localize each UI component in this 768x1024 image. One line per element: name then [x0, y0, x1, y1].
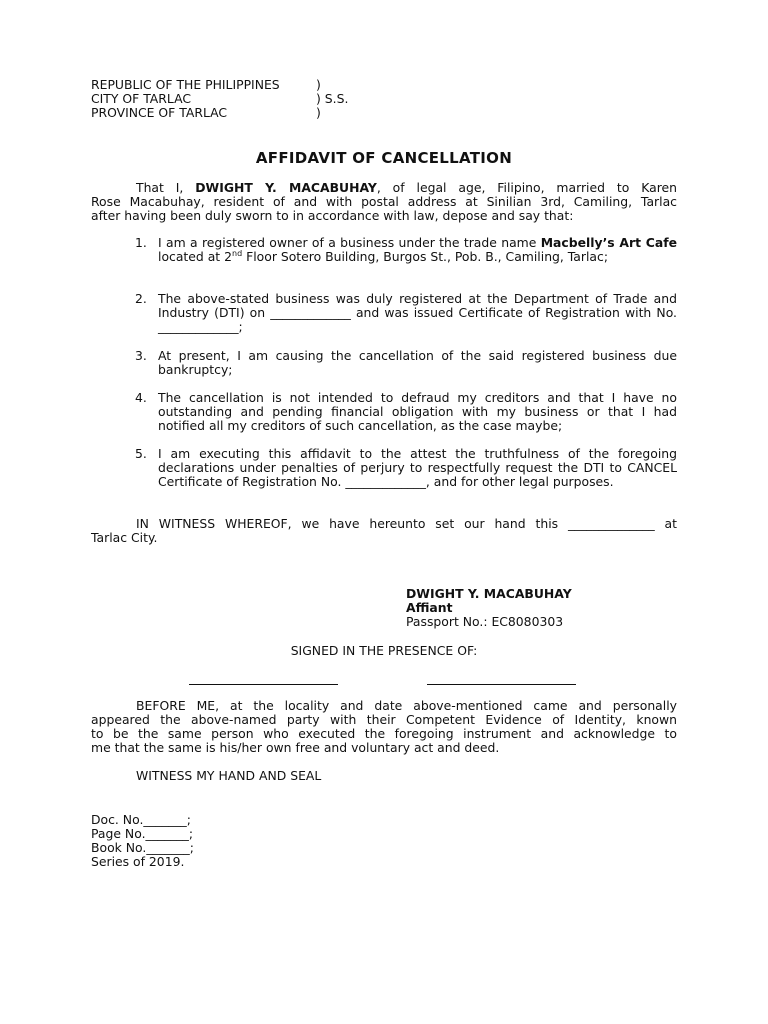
witness-line: IN WITNESS WHEREOF, we have hereunto set our hand this ______________ at: [136, 516, 677, 531]
item-number: 1.: [135, 235, 147, 250]
intro-text: , of legal age, Filipino, married to Karen: [376, 180, 677, 195]
notarial-register: [91, 813, 194, 869]
venue-label: PROVINCE OF TARLAC: [91, 105, 228, 120]
item-text: I am executing this affidavit to the attest the truthfulness of the foregoing declarations under penalties of perjury to respectfully request the DTI to CANCEL Certificate of Registration No. _____________, and for other legal purposes.: [158, 446, 677, 489]
venue-bracket: ): [316, 77, 321, 92]
jurat-paragraph: [91, 699, 677, 755]
item-text: At present, I am causing the cancellation of the said registered business due bankruptcy;: [158, 348, 677, 377]
venue-label: CITY OF TARLAC: [91, 91, 191, 106]
item-text-part: Floor Sotero Building, Burgos St., Pob. B., Camiling, Tarlac;: [242, 249, 609, 264]
jurat-line: to be the same person who executed the foregoing instrument and acknowledge to: [91, 726, 677, 741]
venue-label: REPUBLIC OF THE PHILIPPINES: [91, 77, 280, 92]
list-item: [135, 292, 677, 334]
item-number: 2.: [135, 291, 147, 306]
item-number: 5.: [135, 446, 147, 461]
intro-paragraph: [91, 181, 677, 223]
trade-name: Macbelly’s Art Cafe: [540, 235, 678, 250]
intro-line: [91, 181, 677, 195]
item-text-part: located at 2: [158, 249, 232, 264]
witness-paragraph: [91, 517, 677, 545]
notarial-line: Series of 2019.: [91, 854, 185, 869]
venue-line: [91, 106, 348, 120]
venue-line: [91, 78, 348, 92]
witness-line: Tarlac City.: [91, 530, 158, 545]
intro-line: Rose Macabuhay, resident of and with postal address at Sinilian 3rd, Camiling, Tarlac: [91, 194, 677, 209]
item-text: The above-stated business was duly registered at the Department of Trade and Industry (DTI) on _____________ and was issued Certificate of Registration with No. _____________;: [158, 291, 677, 334]
witness-signature-line: [427, 684, 576, 685]
venue-bracket: ): [316, 105, 321, 120]
notarial-line: Page No._______;: [91, 826, 194, 841]
venue-line: [91, 92, 348, 106]
jurat-line: me that the same is his/her own free and voluntary act and deed.: [91, 740, 500, 755]
item-number: 3.: [135, 348, 147, 363]
affiant-signature-name: DWIGHT Y. MACABUHAY: [406, 586, 572, 601]
list-item: [135, 236, 677, 264]
list-item: [135, 349, 677, 377]
item-text-part: I am a registered owner of a business under the trade name: [158, 235, 541, 250]
list-item: [135, 391, 677, 433]
item-text: The cancellation is not intended to defraud my creditors and that I have no outstanding and pending financial obligation with my business or that I had notified all my creditors of such cancellation, as the case maybe;: [158, 390, 677, 433]
intro-line: after having been duly sworn to in accordance with law, depose and say that:: [91, 208, 574, 223]
notarial-line: Book No._______;: [91, 840, 194, 855]
witness-signature-line: [189, 684, 338, 685]
passport-number: Passport No.: EC8080303: [406, 614, 564, 629]
signed-presence-heading: SIGNED IN THE PRESENCE OF:: [290, 643, 478, 658]
list-item: [135, 447, 677, 489]
witness-hand-seal: WITNESS MY HAND AND SEAL: [136, 768, 322, 783]
intro-text: That I,: [136, 180, 196, 195]
item-number: 4.: [135, 390, 147, 405]
document-title: AFFIDAVIT OF CANCELLATION: [255, 149, 513, 167]
jurat-line: appeared the above-named party with their Competent Evidence of Identity, known: [91, 712, 677, 727]
ordinal-suffix: nd: [232, 248, 243, 258]
jurat-line: BEFORE ME, at the locality and date above-mentioned came and personally: [136, 698, 677, 713]
venue-bracket: ) S.S.: [316, 91, 349, 106]
item-text: [158, 236, 677, 264]
affiant-role: Affiant: [406, 600, 453, 615]
venue-block: [91, 78, 348, 120]
affiant-name: DWIGHT Y. MACABUHAY: [195, 180, 377, 195]
notarial-line: Doc. No._______;: [91, 812, 191, 827]
